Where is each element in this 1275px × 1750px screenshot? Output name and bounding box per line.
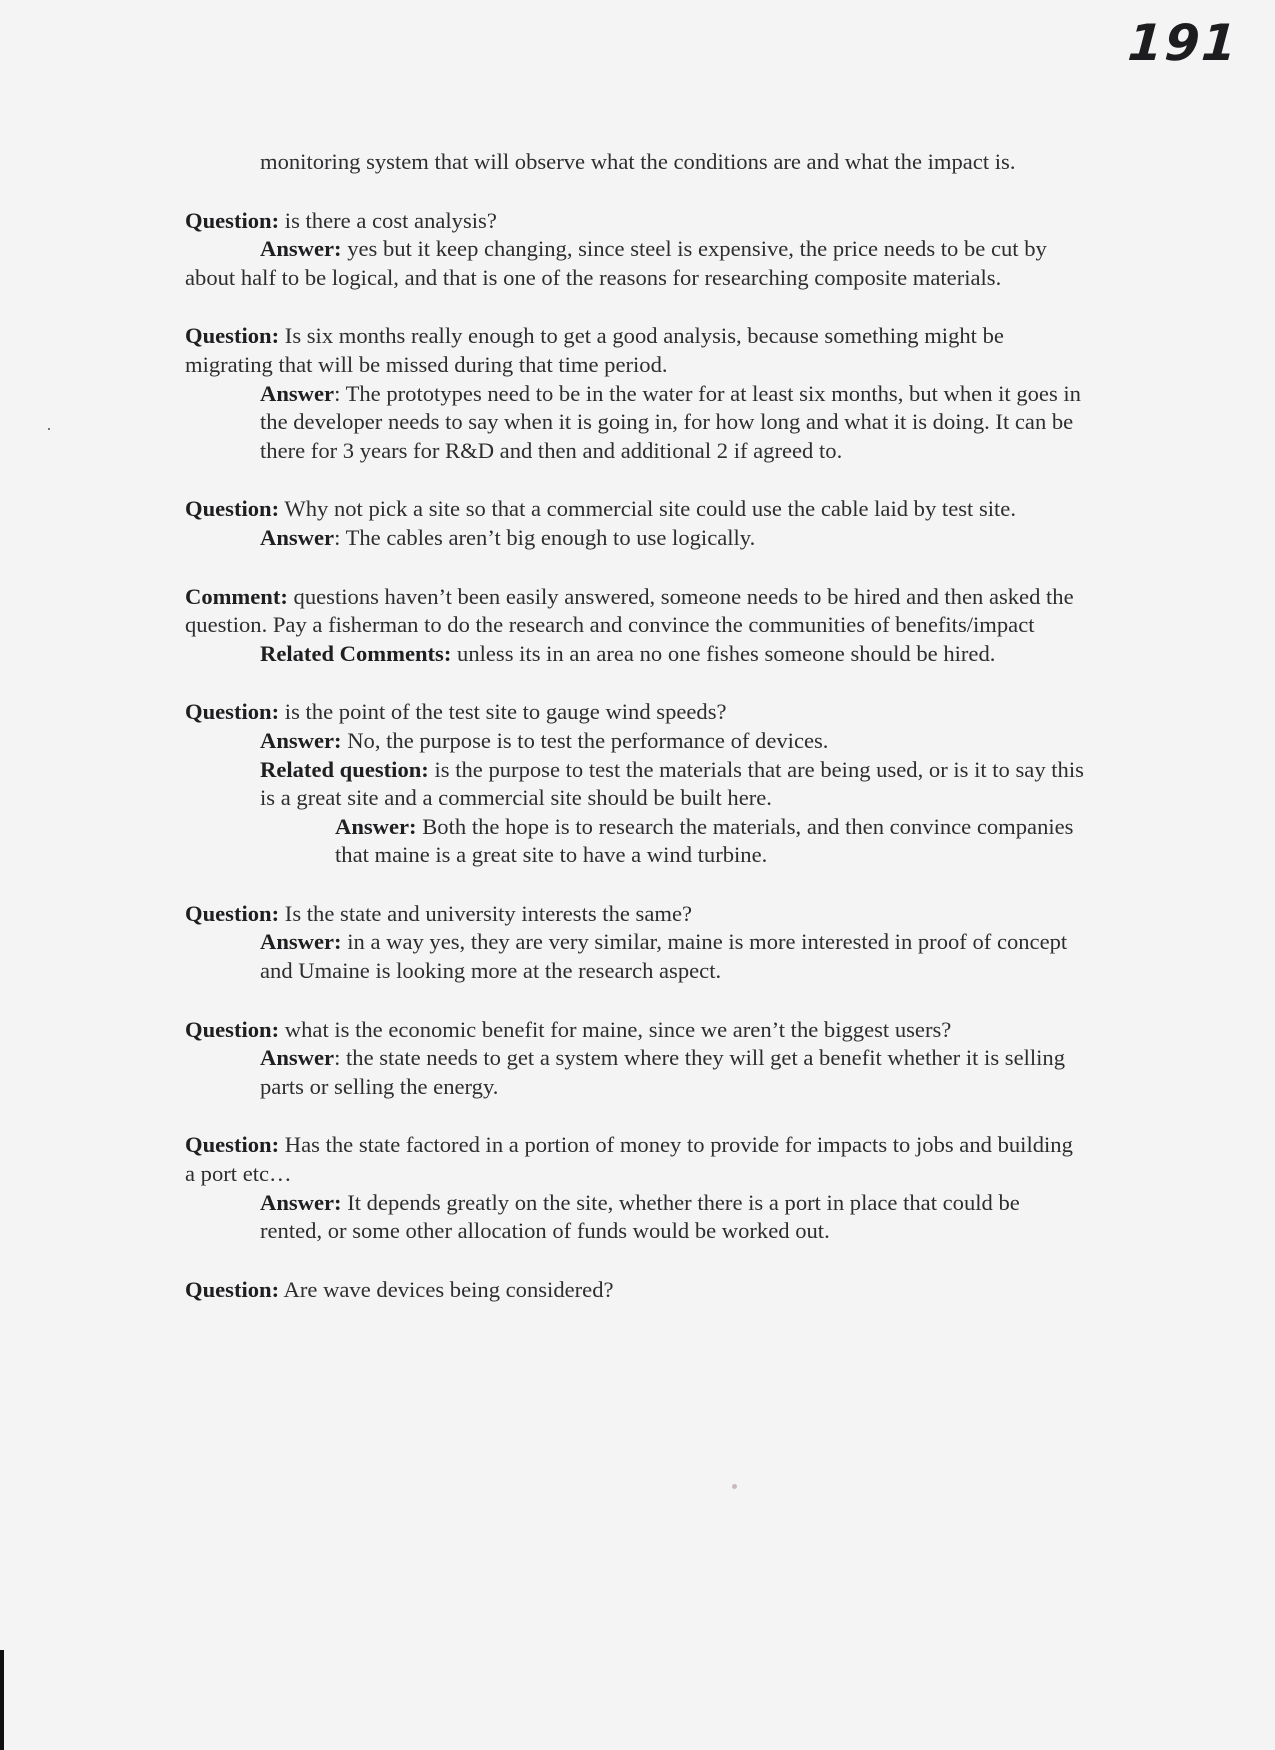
question-text: what is the economic benefit for maine, since we aren’t the biggest users? [279,1016,952,1042]
question-label: Question: [185,207,280,233]
answer-label: Answer [260,1045,335,1071]
answer-text: It depends greatly on the site, whether there is a port in place that could be rented, or some other allocation of funds would be worked out. [260,1189,1020,1244]
comment-block [185,583,1085,669]
question-text: is there a cost analysis? [279,207,497,233]
answer-paragraph [260,524,1085,553]
answer-paragraph [260,1189,1085,1246]
related-comments-paragraph [260,640,1085,669]
question-paragraph [185,495,1085,524]
answer-colon: : [334,524,341,550]
related-comments-text: unless its in an area no one fishes someone should be hired. [451,640,996,666]
question-paragraph [185,698,1085,727]
handwritten-page-number: 191 [1125,14,1241,72]
answer-paragraph [260,727,1085,756]
question-label: Question: [185,323,280,349]
answer-text: in a way yes, they are very similar, maine is more interested in proof of concept and Umaine is looking more at the research aspect. [260,929,1068,984]
qa-block [185,900,1085,986]
answer-label: Answer: [335,813,417,839]
question-text: Is six months really enough to get a good analysis, because something might be migrating that will be missed during that time period. [185,323,1004,377]
comment-text: questions haven’t been easily answered, someone needs to be hired and then asked the question. Pay a fisherman to do the research and convince the communities of benefits/impact [185,583,1074,638]
qa-block [185,1131,1085,1245]
related-question-label: Related question: [260,756,429,782]
question-paragraph [185,1276,1085,1305]
question-text: Why not pick a site so that a commercial site could use the cable laid by test site. [279,496,1016,522]
question-text: is the point of the test site to gauge wind speeds? [279,699,727,725]
answer-paragraph [185,235,1085,292]
scan-edge-mark [0,1650,4,1750]
answer-text: The cables aren’t big enough to use logically. [340,524,756,550]
question-text: Is the state and university interests the same? [279,900,692,926]
question-text: Are wave devices being considered? [279,1276,614,1302]
qa-block [185,1016,1085,1102]
scan-artifact-dot [732,1484,737,1489]
question-paragraph [185,1131,1085,1188]
related-question-paragraph [260,756,1085,813]
question-paragraph [185,900,1085,929]
qa-block [185,322,1085,465]
question-paragraph [185,322,1085,379]
comment-label: Comment: [185,583,288,609]
question-paragraph [185,1016,1085,1045]
related-answer-paragraph [335,813,1085,870]
answer-text: The prototypes need to be in the water for at least six months, but when it goes in the developer needs to say when it is going in, for how long and what it is doing. It can be there for 3 years for R&D and then and additional 2 if agreed to. [260,380,1081,463]
question-label: Question: [185,496,280,522]
answer-colon: : [334,380,341,406]
qa-block [185,207,1085,293]
related-answer-text: Both the hope is to research the materials, and then convince companies that maine is a great site to have a wind turbine. [335,813,1074,868]
qa-block [185,1276,1085,1305]
document-body [185,148,1085,1333]
qa-block [185,495,1085,552]
qa-block [185,698,1085,870]
comment-paragraph [185,583,1085,640]
answer-colon: : [334,1045,341,1071]
answer-text: the state needs to get a system where they will get a benefit whether it is selling parts or selling the energy. [260,1045,1066,1099]
answer-paragraph [260,928,1085,985]
question-text: Has the state factored in a portion of money to provide for impacts to jobs and building a port etc… [185,1132,1073,1187]
answer-label: Answer: [260,1189,342,1215]
answer-label: Answer: [260,236,342,262]
continuation-text: monitoring system that will observe what the conditions are and what the impact is. [260,149,1016,174]
answer-text: yes but it keep changing, since steel is expensive, the price needs to be cut by about half to be logical, and that is one of the reasons for researching composite materials. [185,236,1047,290]
related-comments-label: Related Comments: [260,640,452,666]
answer-label: Answer: [260,929,342,955]
answer-label: Answer [260,380,335,406]
answer-paragraph [260,1044,1085,1101]
question-label: Question: [185,1276,280,1302]
question-label: Question: [185,699,280,725]
answer-label: Answer [260,524,335,550]
question-label: Question: [185,1132,280,1158]
question-label: Question: [185,1016,280,1042]
question-paragraph [185,207,1085,236]
question-label: Question: [185,900,280,926]
related-question-text: is the purpose to test the materials that are being used, or is it to say this is a great site and a commercial site should be built here. [260,756,1084,811]
continuation-block [185,148,1085,177]
answer-paragraph [260,380,1085,466]
answer-text: No, the purpose is to test the performance of devices. [341,727,829,753]
answer-label: Answer: [260,727,342,753]
scan-artifact-speck [48,428,50,430]
